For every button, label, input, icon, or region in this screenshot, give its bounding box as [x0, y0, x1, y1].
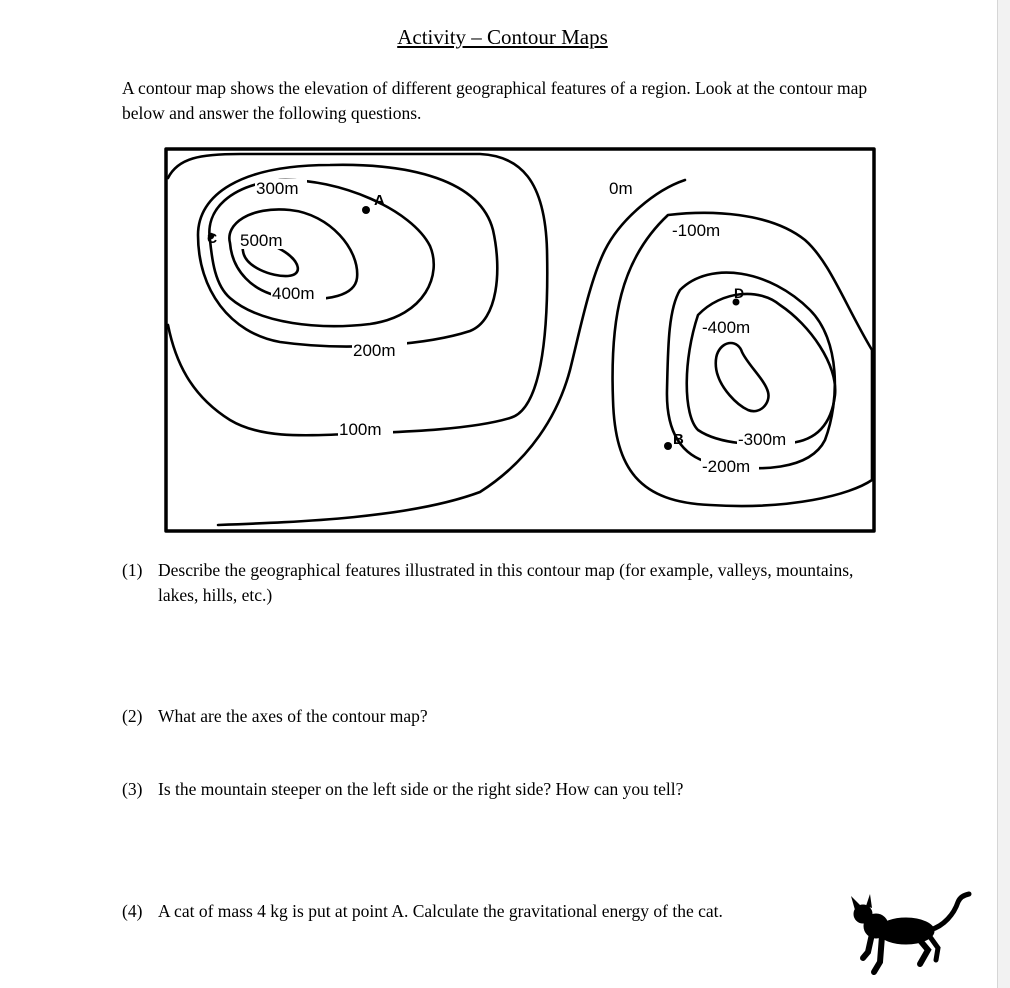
label-neg100m: -100m [672, 221, 721, 240]
label-200m: 200m [353, 341, 396, 360]
intro-paragraph: A contour map shows the elevation of different geographical features of a region. Look at the contour map below and answer the following questions. [122, 78, 868, 123]
question-2-text: What are the axes of the contour map? [158, 706, 428, 726]
question-2-number: (2) [122, 706, 143, 726]
label-point-d: D [734, 285, 745, 301]
page-title: Activity – Contour Maps [397, 25, 608, 49]
label-neg300m: -300m [738, 430, 787, 449]
page-edge [997, 0, 1010, 988]
question-1-number: (1) [122, 560, 143, 580]
label-point-b: B [673, 431, 684, 448]
label-400m: 400m [272, 284, 315, 303]
label-500m: 500m [240, 231, 283, 250]
contour-line-100m [168, 154, 547, 435]
question-4 [122, 899, 862, 924]
contour-map [150, 140, 890, 540]
label-300m: 300m [256, 179, 299, 198]
question-4-text: A cat of mass 4 kg is put at point A. Calculate the gravitational energy of the cat. [158, 901, 723, 921]
point-a-marker [362, 206, 370, 214]
contour-line-neg300m [687, 294, 835, 444]
label-point-a: A [374, 192, 385, 209]
question-1 [122, 558, 862, 608]
label-neg400m: -400m [702, 318, 751, 337]
question-3 [122, 777, 862, 802]
label-0m: 0m [609, 179, 633, 198]
contour-line-neg400m [716, 343, 769, 411]
label-100m: 100m [339, 420, 382, 439]
question-3-number: (3) [122, 779, 143, 799]
question-2 [122, 704, 862, 729]
question-4-number: (4) [122, 901, 143, 921]
question-1-text: Describe the geographical features illustrated in this contour map (for example, valleys, mountains, lakes, hills, etc.) [158, 560, 854, 605]
label-neg200m: -200m [702, 457, 751, 476]
label-point-c: C [207, 230, 218, 246]
cat-silhouette-icon [846, 888, 976, 978]
question-3-text: Is the mountain steeper on the left side or the right side? How can you tell? [158, 779, 684, 799]
point-b-marker [664, 442, 672, 450]
